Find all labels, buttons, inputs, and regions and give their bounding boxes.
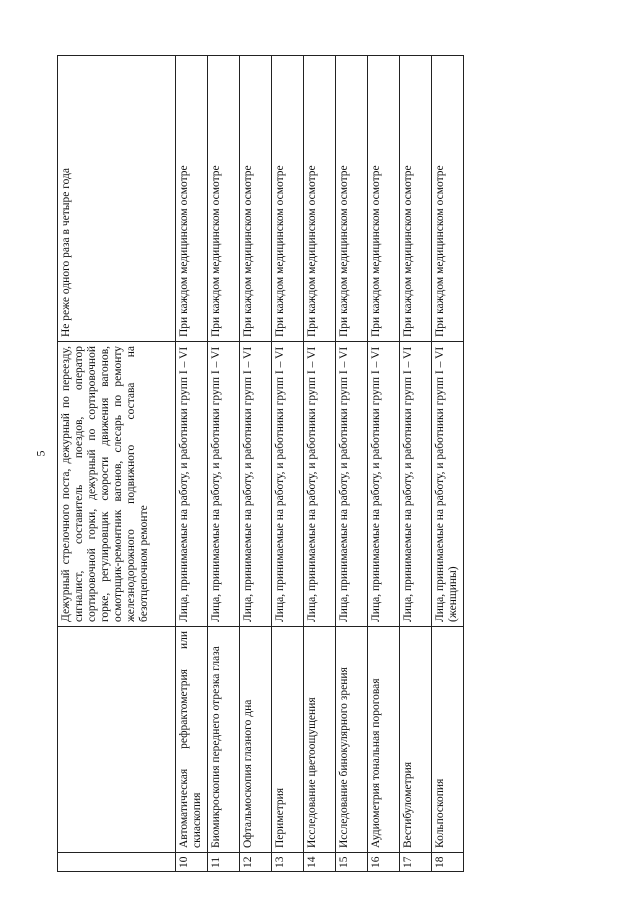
exam-frequency: Не реже одного раза в четыре года (58, 56, 176, 342)
exam-name: Биомикроскопия переднего отрезка глаза (208, 627, 240, 853)
applicable-persons: Лица, принимаемые на работу, и работники групп I – VI (272, 342, 304, 627)
exam-frequency: При каждом медицинском осмотре (208, 56, 240, 342)
applicable-persons: Лица, принимаемые на работу, и работники групп I – VI (368, 342, 400, 627)
exam-frequency: При каждом медицинском осмотре (272, 56, 304, 342)
exam-table-body (58, 56, 464, 872)
page-number: 5 (33, 450, 48, 457)
row-number: 16 (368, 853, 400, 872)
exam-frequency: При каждом медицинском осмотре (304, 56, 336, 342)
exam-table-container (57, 56, 459, 872)
applicable-persons: Лица, принимаемые на работу, и работники групп I – VI (336, 342, 368, 627)
table-row (336, 56, 368, 872)
exam-name: Вестибулометрия (400, 627, 432, 853)
exam-frequency: При каждом медицинском осмотре (336, 56, 368, 342)
applicable-persons: Лица, принимаемые на работу, и работники групп I – VI (208, 342, 240, 627)
exam-name: Офтальмоскопия глазного дна (240, 627, 272, 853)
table-row (432, 56, 464, 872)
row-number (58, 853, 176, 872)
table-row (400, 56, 432, 872)
row-number: 18 (432, 853, 464, 872)
exam-table (57, 55, 464, 872)
exam-name: Периметрия (272, 627, 304, 853)
row-number: 17 (400, 853, 432, 872)
applicable-persons: Лица, принимаемые на работу, и работники групп I – VI (240, 342, 272, 627)
applicable-persons: Лица, принимаемые на работу, и работники групп I – VI (304, 342, 336, 627)
row-number: 11 (208, 853, 240, 872)
applicable-persons: Лица, принимаемые на работу, и работники групп I – VI (400, 342, 432, 627)
exam-name: Кольпоскопия (432, 627, 464, 853)
exam-name: Исследование цветоощущения (304, 627, 336, 853)
exam-frequency: При каждом медицинском осмотре (432, 56, 464, 342)
exam-frequency: При каждом медицинском осмотре (240, 56, 272, 342)
exam-frequency: При каждом медицинском осмотре (176, 56, 208, 342)
applicable-persons: Лица, принимаемые на работу, и работники групп I – VI (176, 342, 208, 627)
row-number: 15 (336, 853, 368, 872)
exam-frequency: При каждом медицинском осмотре (368, 56, 400, 342)
exam-frequency: При каждом медицинском осмотре (400, 56, 432, 342)
exam-name: Исследование бинокулярного зрения (336, 627, 368, 853)
exam-name: Автоматическая рефрактометрия или скиаскопия (176, 627, 208, 853)
exam-name: Аудиометрия тональная пороговая (368, 627, 400, 853)
table-row (304, 56, 336, 872)
row-number: 14 (304, 853, 336, 872)
applicable-persons: Лица, принимаемые на работу, и работники групп I – VI (женщины) (432, 342, 464, 627)
table-row (176, 56, 208, 872)
table-row (272, 56, 304, 872)
table-row (240, 56, 272, 872)
row-number: 12 (240, 853, 272, 872)
table-row (368, 56, 400, 872)
row-number: 10 (176, 853, 208, 872)
table-row (208, 56, 240, 872)
exam-name (58, 627, 176, 853)
applicable-persons: Дежурный стрелочного поста, дежурный по переезду, сигналист, составитель поездов, оператор сортировочной горки, дежурный по сортировочной горке, регулировщик скорости движения вагонов, осмотрщик-ремонтник вагонов, слесарь по ремонту железнодорожного подвижного состава на безотцепочном ремонте (58, 342, 176, 627)
table-row (58, 56, 176, 872)
row-number: 13 (272, 853, 304, 872)
